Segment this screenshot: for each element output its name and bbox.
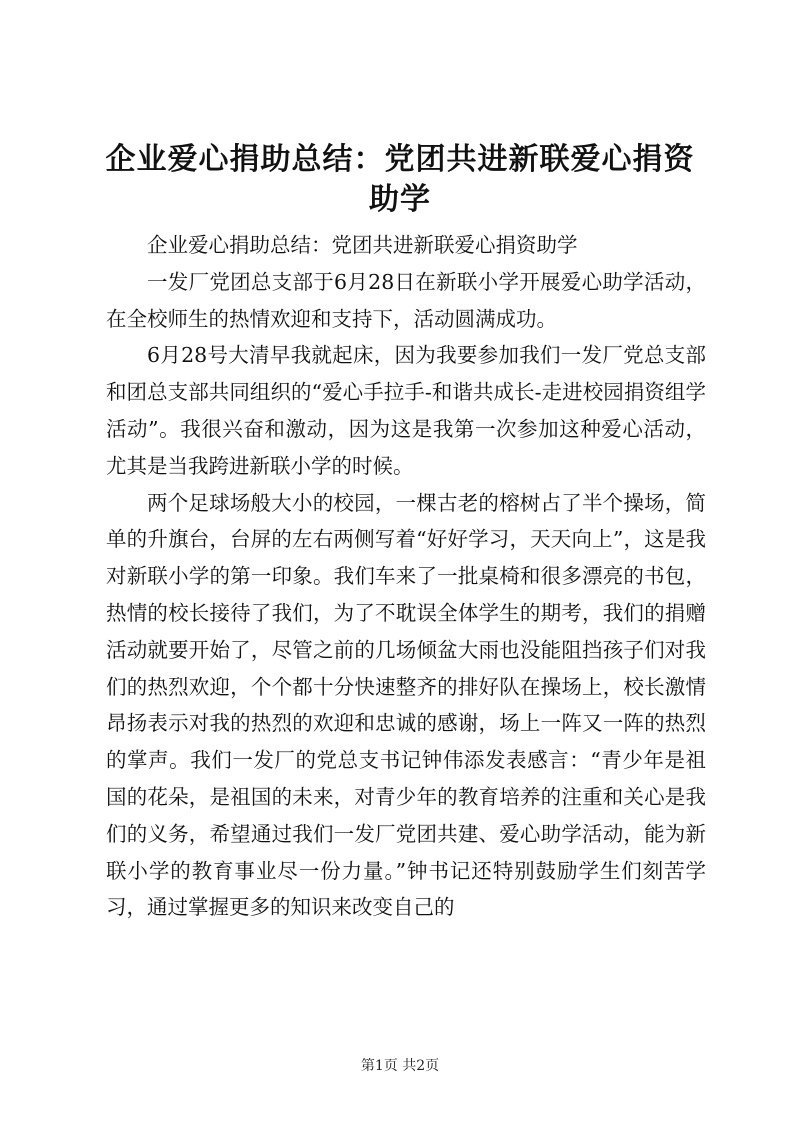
- page-footer: 第1页 共2页: [360, 1058, 440, 1074]
- document-body: [106, 227, 706, 926]
- paragraph-subtitle: 企业爱心捐助总结：党团共进新联爱心捐资助学: [147, 233, 578, 257]
- paragraph-campus: 两个足球场般大小的校园，一棵古老的榕树占了半个操场，简单的升旗台，台屏的左右两侧写着“好好学习，天天向上”，这是我对新联小学的第一印象。我们车来了一批桌椅和很多漂亮的书包，热情的校长接待了我们，为了不耽误全体学生的期考，我们的捐赠活动就要开始了，尽管之前的几场倾盆大雨也没能阻挡孩子们对我们的热烈欢迎，个个都十分快速整齐的排好队在操场上，校长激情昂扬表示对我的热烈的欢迎和忠诚的感谢，场上一阵又一阵的热烈的掌声。我们一发厂的党总支书记钟伟添发表感言：“青少年是祖国的花朵，是祖国的未来，对青少年的教育培养的注重和关心是我们的义务，希望通过我们一发厂党团共建、爱心助学活动，能为新联小学的教育事业尽一份力量。”钟书记还特别鼓励学生们刻苦学习，通过掌握更多的知识来改变自己的: [106, 490, 706, 920]
- paragraph-morning: 6月28号大清早我就起床，因为我要参加我们一发厂党总支部和团总支部共同组织的“爱心手拉手-和谐共成长-走进校园捐资组学活动”。我很兴奋和激动，因为这是我第一次参加这种爱心活动，尤其是当我跨进新联小学的时候。: [106, 343, 706, 478]
- paragraph-intro: 一发厂党团总支部于6月28日在新联小学开展爱心助学活动，在全校师生的热情欢迎和支持下，活动圆满成功。: [106, 269, 706, 331]
- document-title: 企业爱心捐助总结：党团共进新联爱心捐资助学: [105, 142, 695, 217]
